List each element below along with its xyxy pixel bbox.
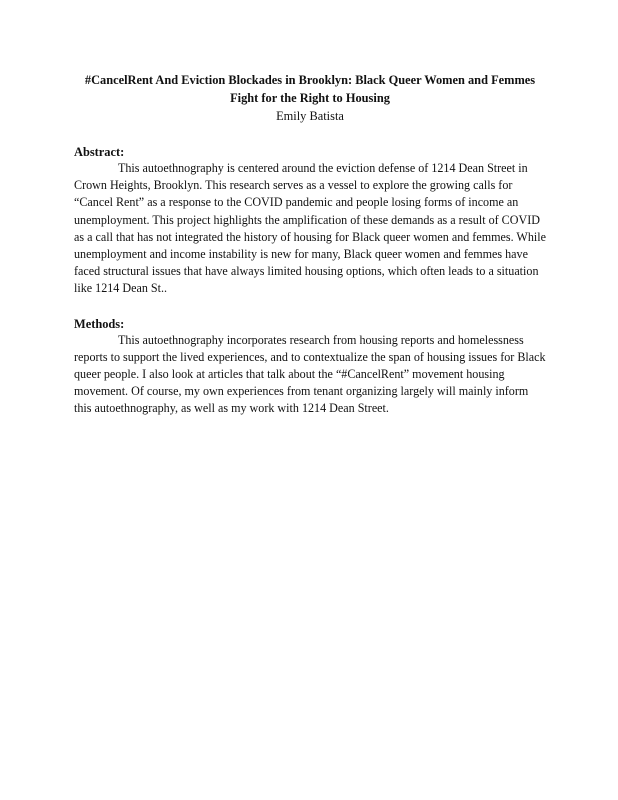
methods-paragraph: This autoethnography incorporates research from housing reports and homelessness reports to support the lived experiences, and to contextualize the span of housing issues for Black queer people. I also look at articles that talk about the “#CancelRent” movement housing movement. Of course, my own experiences from tenant organizing largely will mainly inform this autoethnography, as well as my work with 1214 Dean Street. — [74, 332, 546, 416]
document-content — [74, 70, 546, 418]
methods-heading: Methods: — [74, 316, 125, 331]
abstract-paragraph: This autoethnography is centered around the eviction defense of 1214 Dean Street in Crown Heights, Brooklyn. This research serves as a vessel to explore the growing calls for “Cancel Rent” as a response to the COVID pandemic and people losing forms of income an unemployment. This project highlights the amplification of these demands as a result of COVID as a call that has not integrated the history of housing for Black queer women and femmes. While unemployment and income instability is new for many, Black queer women and femmes have faced structural issues that have always limited housing options, which often leads to a situation like 1214 Dean St.. — [74, 161, 546, 296]
methods-section — [74, 316, 546, 418]
abstract-section — [74, 144, 546, 298]
document-title: #CancelRent And Eviction Blockades in Brooklyn: Black Queer Women and Femmes Fight for the Right to Housing — [84, 73, 536, 105]
abstract-heading: Abstract: — [74, 145, 125, 159]
author-name: Emily Batista — [276, 109, 344, 123]
